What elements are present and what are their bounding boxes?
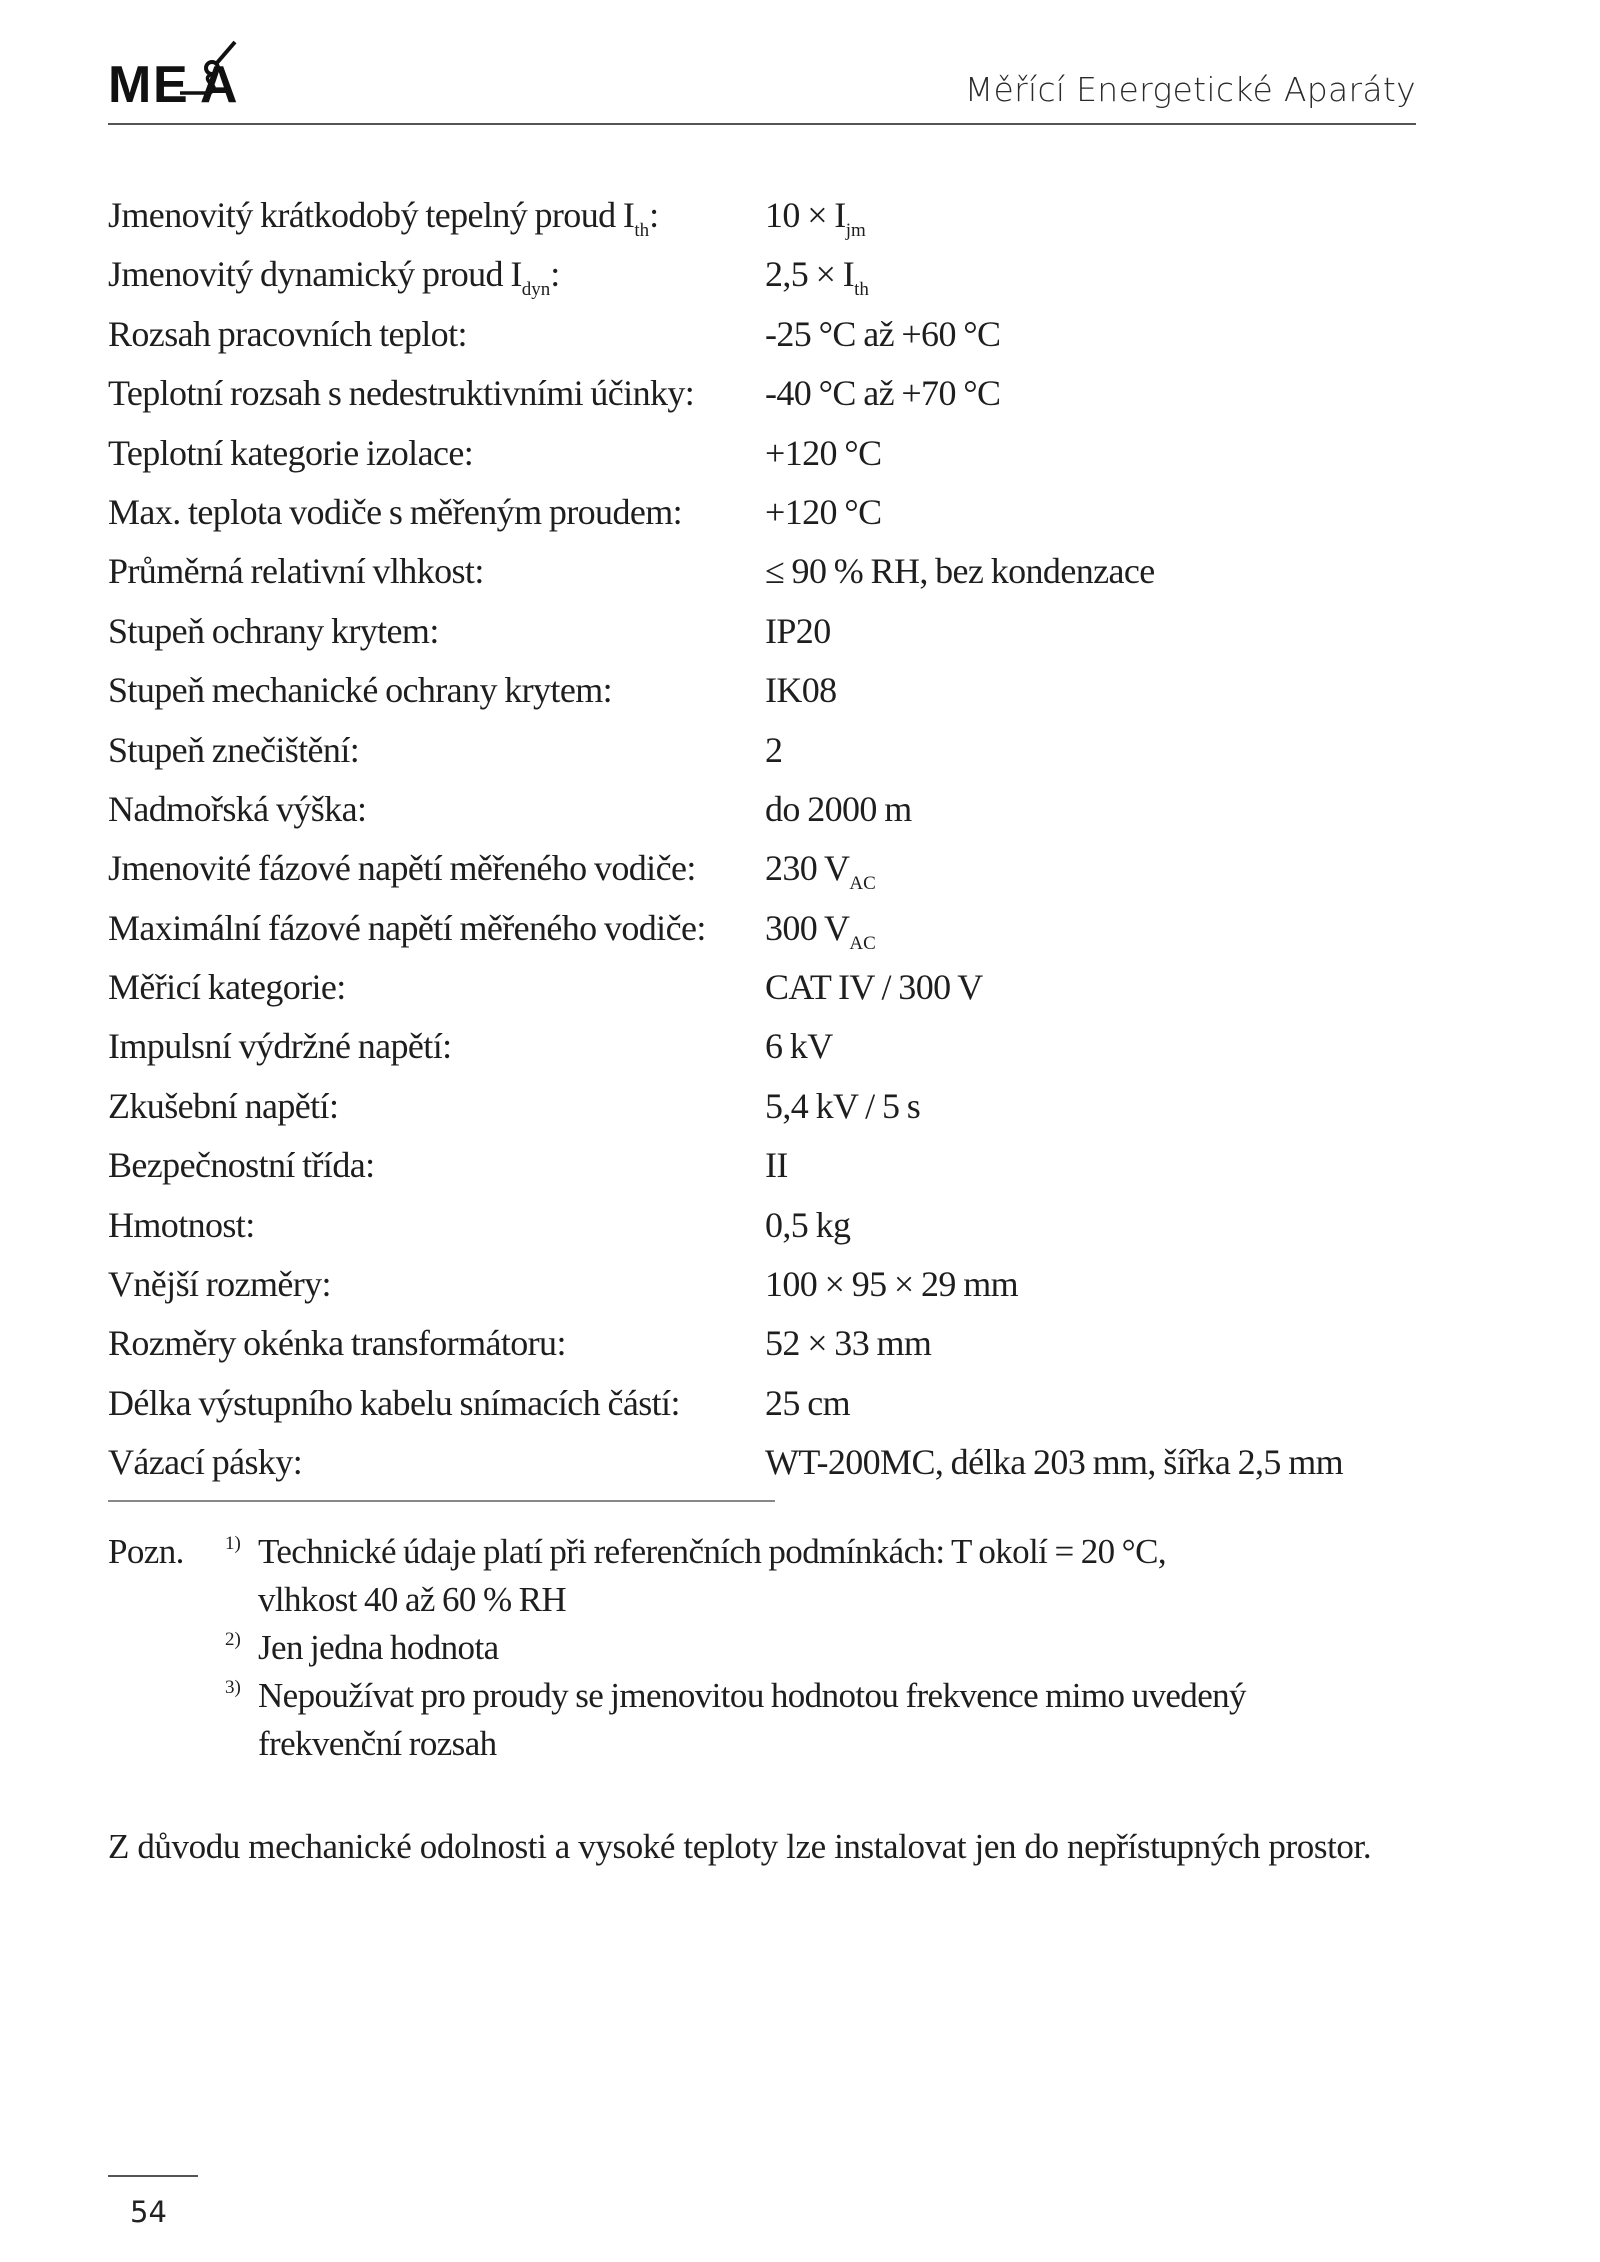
spec-label: Vázací pásky: [108,1442,303,1483]
spec-label: Délka výstupního kabelu snímacích částí: [108,1382,680,1423]
footnote-line: frekvenční rozsah [258,1724,497,1763]
spec-value: +120 °C [765,432,882,473]
spec-row [108,1017,1428,1076]
spec-label: Teplotní rozsah s nedestruktivními účinky: [108,373,695,414]
spec-value: 5,4 kV / 5 s [765,1085,921,1126]
spec-value: 6 kV [765,1026,833,1067]
spec-value: -25 °C až +60 °C [765,313,1001,354]
footnote-line: Nepoužívat pro proudy se jmenovitou hodnotou frekvence mimo uvedený [258,1676,1246,1715]
spec-row [108,364,1428,423]
spec-label: Jmenovitý dynamický proud $I_{dyn}$: [108,254,560,301]
footnote-3 [225,1672,1425,1768]
spec-label: Hmotnost: [108,1204,255,1245]
footer-divider [108,2175,198,2177]
footnote-line: vlhkost 40 až 60 % RH [258,1580,567,1619]
spec-value: $2,5 \times I_{th}$ [765,254,869,301]
spec-row [108,602,1428,661]
header-divider [108,123,1416,125]
spec-row [108,186,1428,245]
footnote-1 [225,1528,1425,1624]
spec-value: IP20 [765,610,831,651]
spec-value: 2 [765,729,783,770]
notes-label: Pozn. [108,1532,184,1571]
svg-text:E: E [153,56,188,105]
footnote-line: Jen jedna hodnota [258,1628,499,1667]
spec-row [108,721,1428,780]
spec-row [108,424,1428,483]
spec-label: Maximální fázové napětí měřeného vodiče: [108,907,706,948]
spec-label: Vnější rozměry: [108,1264,331,1305]
svg-text:A: A [200,56,238,105]
spec-row [108,1314,1428,1373]
spec-label: Stupeň mechanické ochrany krytem: [108,670,613,711]
spec-row [108,1077,1428,1136]
spec-value: 0,5 kg [765,1204,851,1245]
spec-row [108,1136,1428,1195]
spec-value: -40 °C až +70 °C [765,373,1001,414]
spec-label: Stupeň ochrany krytem: [108,610,439,651]
spec-row [108,899,1428,958]
spec-row [108,305,1428,364]
spec-value: 25 cm [765,1382,850,1423]
footnote-mark: 3) [225,1677,241,1698]
mega-logo [108,30,243,105]
spec-value: +120 °C [765,491,882,532]
spec-label: Měřicí kategorie: [108,967,346,1008]
spec-label: Max. teplota vodiče s měřeným proudem: [108,491,683,532]
spec-row [108,661,1428,720]
spec-row [108,780,1428,839]
spec-value: 100 × 95 × 29 mm [765,1264,1019,1305]
spec-row [108,1374,1428,1433]
footnote-2 [225,1624,1425,1672]
header-title: Měřící Energetické Aparáty [964,70,1416,109]
spec-label: Zkušební napětí: [108,1085,339,1126]
notes-divider [108,1500,775,1502]
footnote-line: Technické údaje platí při referenčních podmínkách: T okolí = 20 °C, [258,1532,1166,1571]
footnote-mark: 1) [225,1533,241,1554]
spec-label: Rozměry okénka transformátoru: [108,1323,566,1364]
spec-value: $10 \times I_{jm}$ [765,195,866,241]
spec-label: Teplotní kategorie izolace: [108,432,474,473]
spec-label: Rozsah pracovních teplot: [108,313,467,354]
svg-text:M: M [108,56,152,105]
spec-value: II [765,1145,788,1186]
spec-row [108,1196,1428,1255]
spec-label: Bezpečnostní třída: [108,1145,375,1186]
spec-value: CAT IV / 300 V [765,967,983,1008]
spec-row [108,245,1428,304]
page-number: 54 [130,2195,167,2229]
spec-row [108,483,1428,542]
spec-value: 230 $V_{AC}$ [765,848,876,895]
spec-value: ≤ 90 % RH, bez kondenzace [765,551,1155,592]
spec-label: Průměrná relativní vlhkost: [108,551,484,592]
spec-value: 52 × 33 mm [765,1323,932,1364]
specifications-table [108,186,1428,1493]
spec-value: WT-200MC, délka 203 mm, šířka 2,5 mm [765,1442,1344,1483]
spec-label: Jmenovité fázové napětí měřeného vodiče: [108,848,696,889]
spec-row [108,958,1428,1017]
spec-value: 300 $V_{AC}$ [765,907,876,954]
spec-label: Stupeň znečištění: [108,729,360,770]
spec-value: IK08 [765,670,837,711]
spec-label: Nadmořská výška: [108,788,367,829]
footnote-mark: 2) [225,1629,241,1650]
spec-value: do 2000 m [765,788,912,829]
spec-label: Jmenovitý krátkodobý tepelný proud $I_{th}$: [108,195,659,241]
installation-note: Z důvodu mechanické odolnosti a vysoké teploty lze instalovat jen do nepřístupných prostor. [108,1827,1372,1866]
spec-row [108,1255,1428,1314]
spec-row [108,542,1428,601]
spec-row [108,1433,1428,1492]
spec-label: Impulsní výdržné napětí: [108,1026,452,1067]
spec-row [108,839,1428,898]
